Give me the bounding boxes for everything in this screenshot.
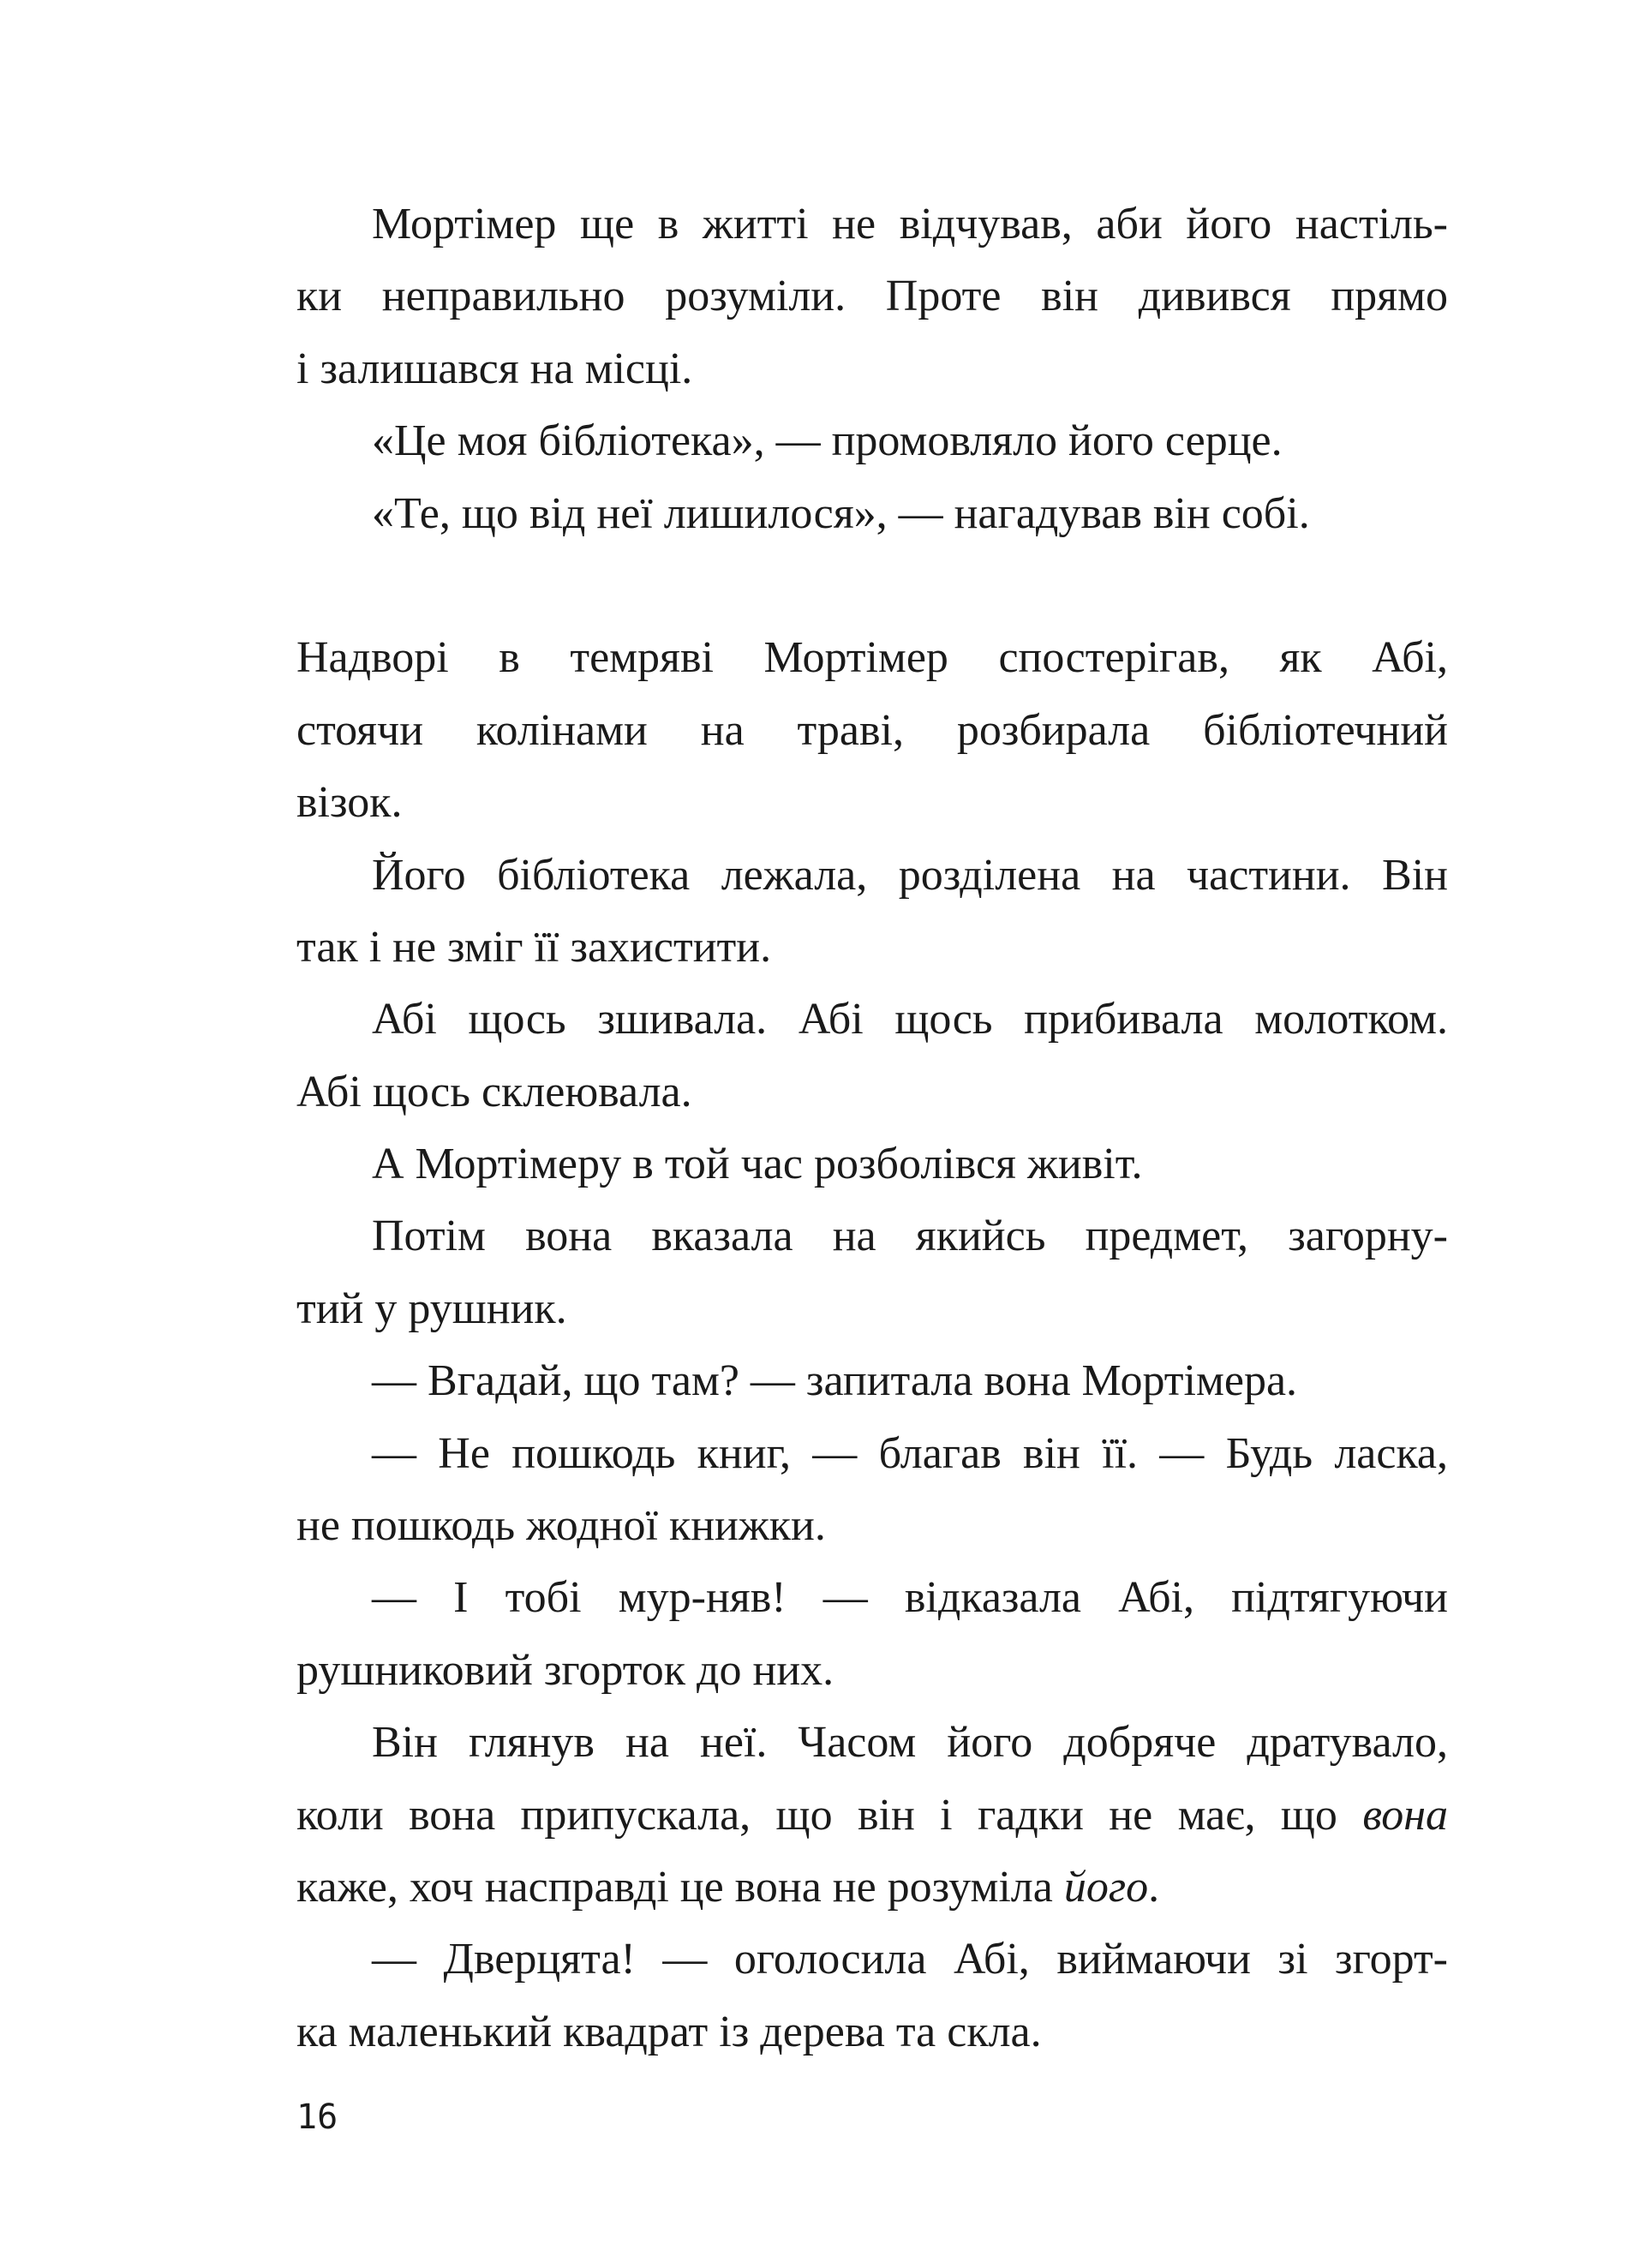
text-line: — І тобі мур-няв! — відказала Абі, підтягуючи — [372, 1573, 1448, 1623]
text-line: стоячи колінами на траві, розбирала бібліотечний — [296, 705, 1448, 755]
text-line: Абі щось склеювала. — [296, 1067, 692, 1116]
emphasized-word: вона — [1362, 1790, 1448, 1840]
text-segment: . — [1148, 1862, 1160, 1912]
text-line: тий у рушник. — [296, 1284, 567, 1333]
text-line: — Не пошкодь книг, — благав він її. — Будь ласка, — [372, 1428, 1448, 1478]
text-segment: каже, хоч насправді це вона не розуміла — [296, 1862, 1064, 1912]
text-line: Він глянув на неї. Часом його добряче дратувало, — [372, 1718, 1448, 1768]
page-body-text — [296, 189, 1448, 2068]
text-line — [296, 1780, 1448, 1852]
emphasized-word: його — [1063, 1862, 1149, 1912]
text-line: так і не зміг її захистити. — [296, 922, 772, 972]
text-line: Мортімер ще в житті не відчував, аби його настіль- — [372, 200, 1448, 248]
text-line: рушниковий згорток до них. — [296, 1645, 834, 1695]
section-break — [296, 550, 1448, 622]
text-line: візок. — [296, 778, 403, 828]
text-line: і залишався на місці. — [296, 344, 693, 393]
text-line: Надворі в темряві Мортімер спостерігав, як Абі, — [296, 633, 1448, 683]
text-line: А Мортімеру в той час розболівся живіт. — [372, 1140, 1143, 1189]
text-line — [296, 1852, 1448, 1924]
text-line: Його бібліотека лежала, розділена на частини. Він — [372, 850, 1448, 900]
text-line: ки неправильно розуміли. Проте він дивився прямо — [296, 272, 1448, 321]
text-line: — Дверцята! — оголосила Абі, виймаючи зі згорт- — [372, 1935, 1448, 1984]
text-line: не пошкодь жодної книжки. — [296, 1501, 826, 1551]
page-number: 16 — [296, 2097, 338, 2137]
text-line: Потім вона вказала на якийсь предмет, загорну- — [372, 1212, 1448, 1261]
text-line: «Це моя бібліотека», — промовляло його серце. — [372, 416, 1283, 466]
text-line: — Вгадай, що там? — запитала вона Мортімера. — [372, 1356, 1298, 1406]
text-segment: коли вона припускала, що він і гадки не має, що — [296, 1790, 1363, 1840]
text-line: ка маленький квадрат із дерева та скла. — [296, 2007, 1042, 2056]
text-line: Абі щось зшивала. Абі щось прибивала молотком. — [372, 995, 1448, 1044]
text-line: «Те, що від неї лишилося», — нагадував він собі. — [372, 488, 1310, 538]
